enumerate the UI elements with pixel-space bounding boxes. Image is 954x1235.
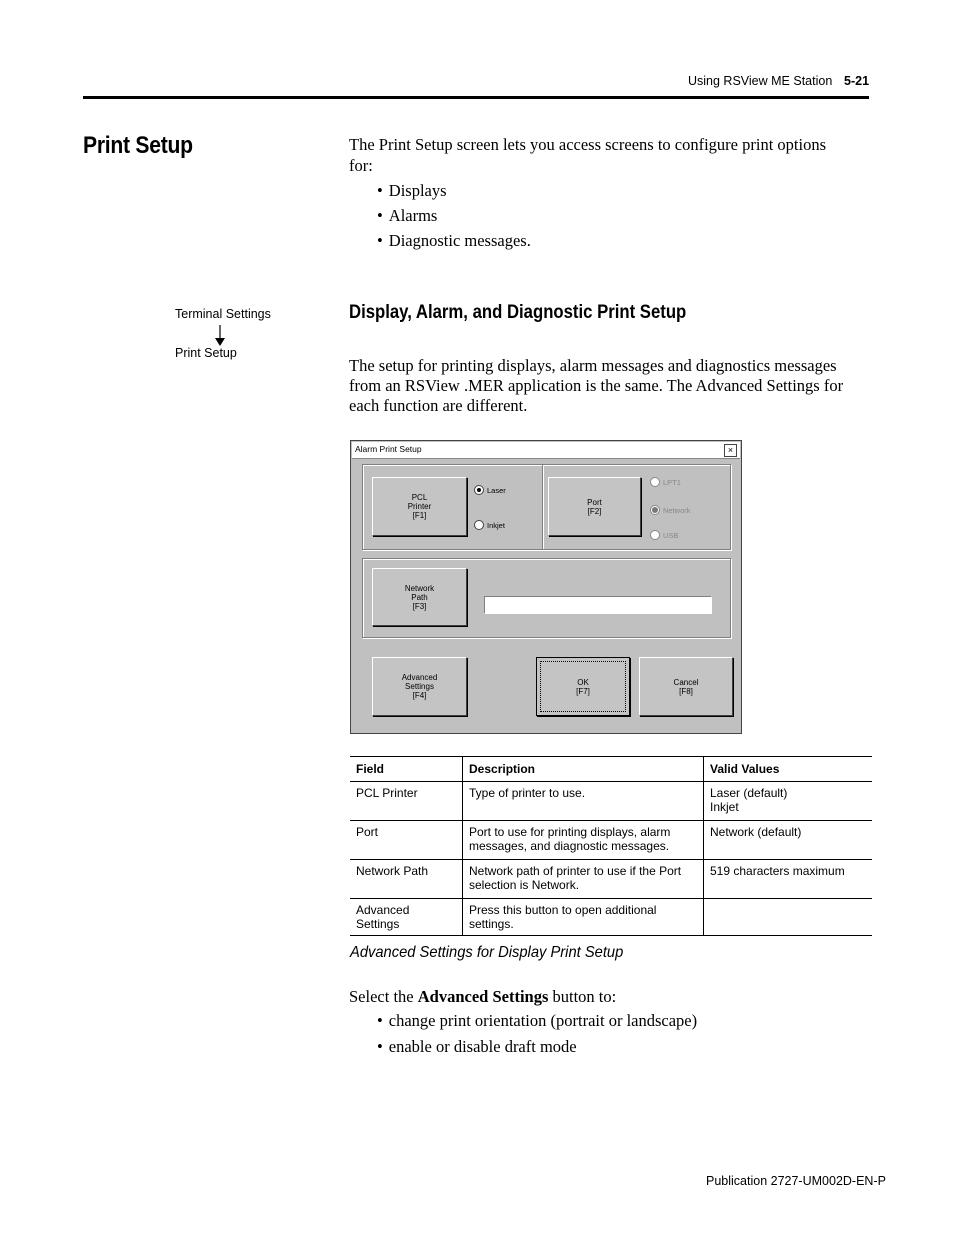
lpt1-radio[interactable] <box>650 477 681 487</box>
advanced-settings-button[interactable]: Advanced Settings [F4] <box>372 657 467 716</box>
dialog-title-bar <box>352 442 740 459</box>
ok-button[interactable]: OK [F7] <box>536 657 630 716</box>
laser-radio[interactable] <box>474 485 506 495</box>
select-instruction <box>349 987 616 1007</box>
list-item: • Displays <box>377 178 531 203</box>
down-arrow-icon <box>214 325 226 347</box>
table-cell <box>704 899 873 936</box>
nav-path-from: Terminal Settings <box>175 307 271 321</box>
figure-caption: Advanced Settings for Display Print Setup <box>350 944 624 961</box>
network-path-input[interactable] <box>484 596 712 614</box>
radio-label: Laser <box>487 485 506 495</box>
list-item: • enable or disable draft mode <box>377 1034 697 1060</box>
port-button[interactable]: Port [F2] <box>548 477 641 536</box>
list-item: • Alarms <box>377 203 531 228</box>
list-item: • Diagnostic messages. <box>377 228 531 253</box>
radio-icon <box>650 530 660 540</box>
radio-icon <box>474 485 484 495</box>
field-description-table <box>350 756 872 936</box>
instruction-bold: Advanced Settings <box>417 987 549 1006</box>
publication-footer: Publication 2727-UM002D-EN-P <box>706 1174 886 1188</box>
inkjet-radio[interactable] <box>474 520 505 530</box>
table-cell: Port <box>350 821 463 860</box>
alarm-print-setup-dialog <box>350 440 742 734</box>
table-cell: Network (default) <box>704 821 873 860</box>
radio-label: Network <box>663 505 691 515</box>
table-cell: Network path of printer to use if the Port selection is Network. <box>463 860 704 899</box>
instruction-prefix: Select the <box>349 987 418 1006</box>
header-rule <box>83 96 869 99</box>
table-header-row <box>350 757 872 782</box>
table-row <box>350 782 872 821</box>
table-row <box>350 860 872 899</box>
network-path-button[interactable]: Network Path [F3] <box>372 568 467 626</box>
dialog-title: Alarm Print Setup <box>355 444 422 454</box>
network-radio[interactable] <box>650 505 691 515</box>
column-header: Valid Values <box>704 757 873 782</box>
table-cell: 519 characters maximum <box>704 860 873 899</box>
radio-label: USB <box>663 530 679 540</box>
column-header: Field <box>350 757 463 782</box>
table-cell: Press this button to open additional settings. <box>463 899 704 936</box>
nav-path-to: Print Setup <box>175 346 237 360</box>
table-cell: Port to use for printing displays, alarm messages, and diagnostic messages. <box>463 821 704 860</box>
table-cell: Laser (default) Inkjet <box>704 782 873 821</box>
intro-bullet-list <box>377 178 531 253</box>
close-icon[interactable]: × <box>724 444 737 457</box>
intro-paragraph: The Print Setup screen lets you access screens to configure print options for: <box>349 135 827 175</box>
table-cell: PCL Printer <box>350 782 463 821</box>
subsection-title: Display, Alarm, and Diagnostic Print Setup <box>349 302 687 323</box>
advanced-bullet-list <box>377 1008 697 1060</box>
table-row <box>350 821 872 860</box>
instruction-suffix: button to: <box>548 987 617 1006</box>
radio-icon <box>650 477 660 487</box>
running-header: Using RSView ME Station <box>688 74 833 88</box>
table-cell: Type of printer to use. <box>463 782 704 821</box>
column-header: Description <box>463 757 704 782</box>
section-title: Print Setup <box>83 132 193 159</box>
radio-icon <box>650 505 660 515</box>
cancel-button[interactable]: Cancel [F8] <box>639 657 733 716</box>
radio-label: LPT1 <box>663 477 681 487</box>
panel-divider <box>542 465 543 549</box>
pcl-printer-button[interactable]: PCL Printer [F1] <box>372 477 467 536</box>
page-number: 5-21 <box>844 74 870 88</box>
table-row <box>350 899 872 936</box>
list-item: • change print orientation (portrait or landscape) <box>377 1008 697 1034</box>
table-cell: Network Path <box>350 860 463 899</box>
radio-icon <box>474 520 484 530</box>
usb-radio[interactable] <box>650 530 678 540</box>
table-cell: Advanced Settings <box>350 899 463 936</box>
radio-label: Inkjet <box>487 520 505 530</box>
subsection-paragraph: The setup for printing displays, alarm messages and diagnostics messages from an RSView .MER application is the same. The Advanced Settings for each function are different. <box>349 356 844 415</box>
